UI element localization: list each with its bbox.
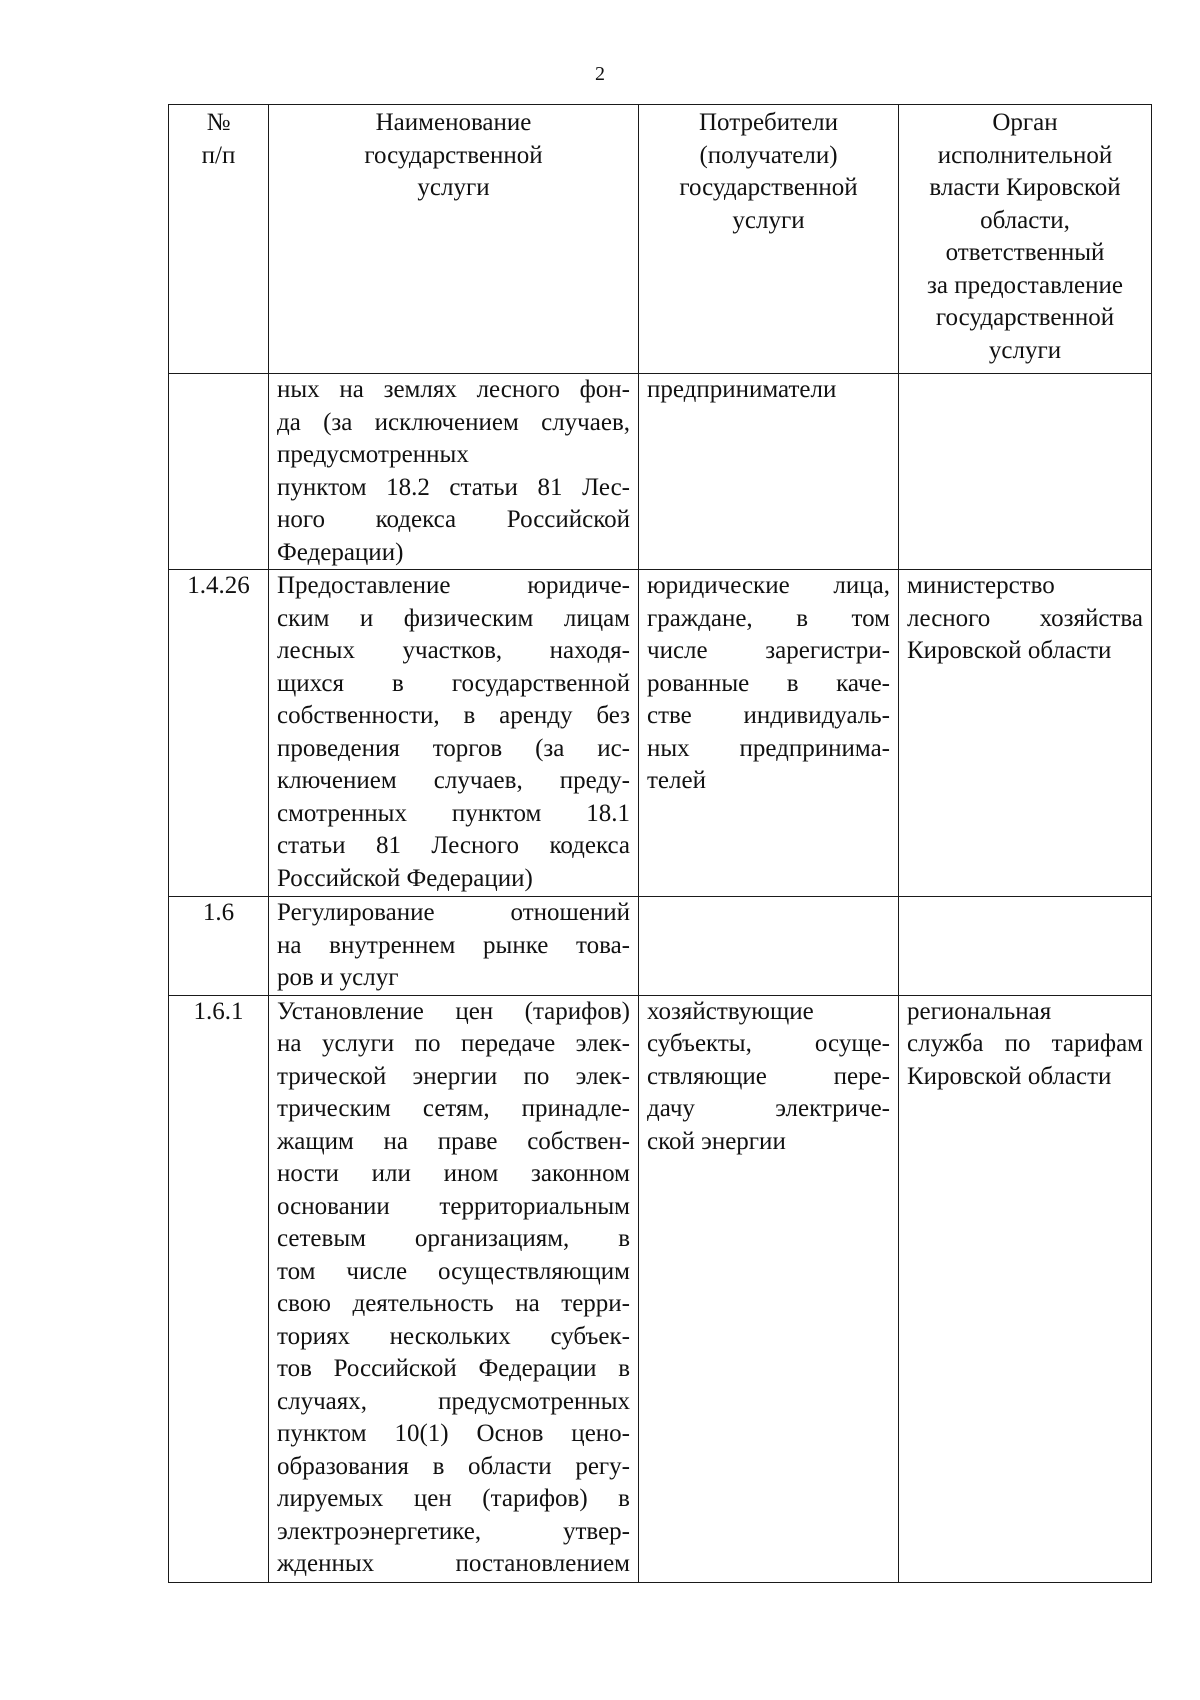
text-line: на услуги по передаче элек- [277, 1030, 630, 1057]
text-line: проведения торгов (за ис- [277, 734, 630, 762]
text-line: образования в области регу- [277, 1452, 630, 1480]
text-line: министерство [907, 572, 1055, 599]
text-line: ных на землях лесного фон- [277, 376, 630, 403]
service-name [269, 897, 639, 996]
row-number [169, 374, 269, 570]
text-line: ской энергии [647, 1127, 786, 1155]
text-line: свою деятельность на терри- [277, 1290, 630, 1317]
text-line: предусмотренных [277, 441, 469, 468]
text-line: субъекты, осуще- [647, 1030, 890, 1057]
text-line: основании территориальным [277, 1192, 630, 1220]
text-line: Кировской области [907, 637, 1112, 664]
header-organ: Орган исполнительной власти Кировской области, ответственный за предоставление государственной услуги [899, 105, 1152, 374]
text-line: смотренных пунктом 18.1 [277, 799, 630, 827]
text-line: региональная [907, 997, 1052, 1025]
service-consumers [639, 995, 899, 1582]
text-line: пунктом 10(1) Основ цено- [277, 1420, 630, 1447]
text-line: тов Российской Федерации в [277, 1355, 630, 1382]
service-consumers [639, 897, 899, 996]
text-line: юридические лица, [647, 572, 890, 599]
row-number: 1.4.26 [169, 570, 269, 897]
header-num: № п/п [169, 105, 269, 374]
text-line: пунктом 18.2 статьи 81 Лес- [277, 473, 630, 501]
text-line: сетевым организациям, в [277, 1225, 630, 1252]
row-number: 1.6.1 [169, 995, 269, 1582]
text-line: трическим сетям, принадле- [277, 1095, 630, 1122]
text-line: ров и услуг [277, 964, 399, 991]
text-line: статьи 81 Лесного кодекса [277, 832, 630, 859]
table-row [169, 897, 1152, 996]
text-line: на внутреннем рынке това- [277, 931, 630, 959]
services-table [168, 104, 1152, 1583]
text-line: да (за исключением случаев, [277, 408, 630, 436]
text-line: собственности, в аренду без [277, 702, 630, 729]
service-consumers [639, 374, 899, 570]
text-line: ного кодекса Российской [277, 506, 630, 533]
text-line: Кировской области [907, 1062, 1112, 1090]
text-line: ским и физическим лицам [277, 604, 630, 632]
table-row [169, 995, 1152, 1582]
text-line: Предоставление юридиче- [277, 572, 630, 599]
text-line: лесных участков, находя- [277, 637, 630, 664]
header-name: Наименование государственной услуги [269, 105, 639, 374]
service-organ [899, 897, 1152, 996]
page-number: 2 [595, 63, 605, 85]
text-line: жащим на праве собствен- [277, 1127, 630, 1155]
text-line: граждане, в том [647, 604, 890, 632]
service-name [269, 570, 639, 897]
table-header-row [169, 105, 1152, 374]
text-line: случаях, предусмотренных [277, 1387, 630, 1415]
text-line: лируемых цен (тарифов) в [277, 1485, 630, 1512]
text-line: Российской Федерации) [277, 864, 533, 892]
text-line: электроэнергетике, утвер- [277, 1517, 630, 1545]
text-line: жденных постановлением [277, 1550, 630, 1577]
table-row [169, 570, 1152, 897]
text-line: том числе осуществляющим [277, 1257, 630, 1285]
service-organ [899, 995, 1152, 1582]
text-line: лесного хозяйства [907, 604, 1143, 632]
text-line: ности или ином законном [277, 1160, 630, 1187]
row-number: 1.6 [169, 897, 269, 996]
service-organ [899, 374, 1152, 570]
text-line: дачу электриче- [647, 1095, 890, 1122]
text-line: ториях нескольких субъек- [277, 1322, 630, 1350]
text-line: ствляющие пере- [647, 1062, 890, 1090]
text-line: рованные в каче- [647, 669, 890, 697]
text-line: хозяйствующие [647, 997, 814, 1025]
service-name [269, 374, 639, 570]
table-row [169, 374, 1152, 570]
text-line: предприниматели [647, 376, 837, 403]
service-consumers [639, 570, 899, 897]
text-line: трической энергии по элек- [277, 1062, 630, 1090]
text-line: служба по тарифам [907, 1030, 1143, 1057]
text-line: стве индивидуаль- [647, 702, 890, 729]
text-line: Установление цен (тарифов) [277, 997, 630, 1025]
text-line: числе зарегистри- [647, 637, 890, 664]
service-name [269, 995, 639, 1582]
text-line: ключением случаев, преду- [277, 767, 630, 794]
text-line: щихся в государственной [277, 669, 630, 697]
service-organ [899, 570, 1152, 897]
header-consumers: Потребители (получатели) государственной услуги [639, 105, 899, 374]
text-line: телей [647, 767, 706, 794]
text-line: Регулирование отношений [277, 899, 630, 926]
text-line: ных предпринима- [647, 734, 890, 762]
text-line: Федерации) [277, 538, 404, 566]
